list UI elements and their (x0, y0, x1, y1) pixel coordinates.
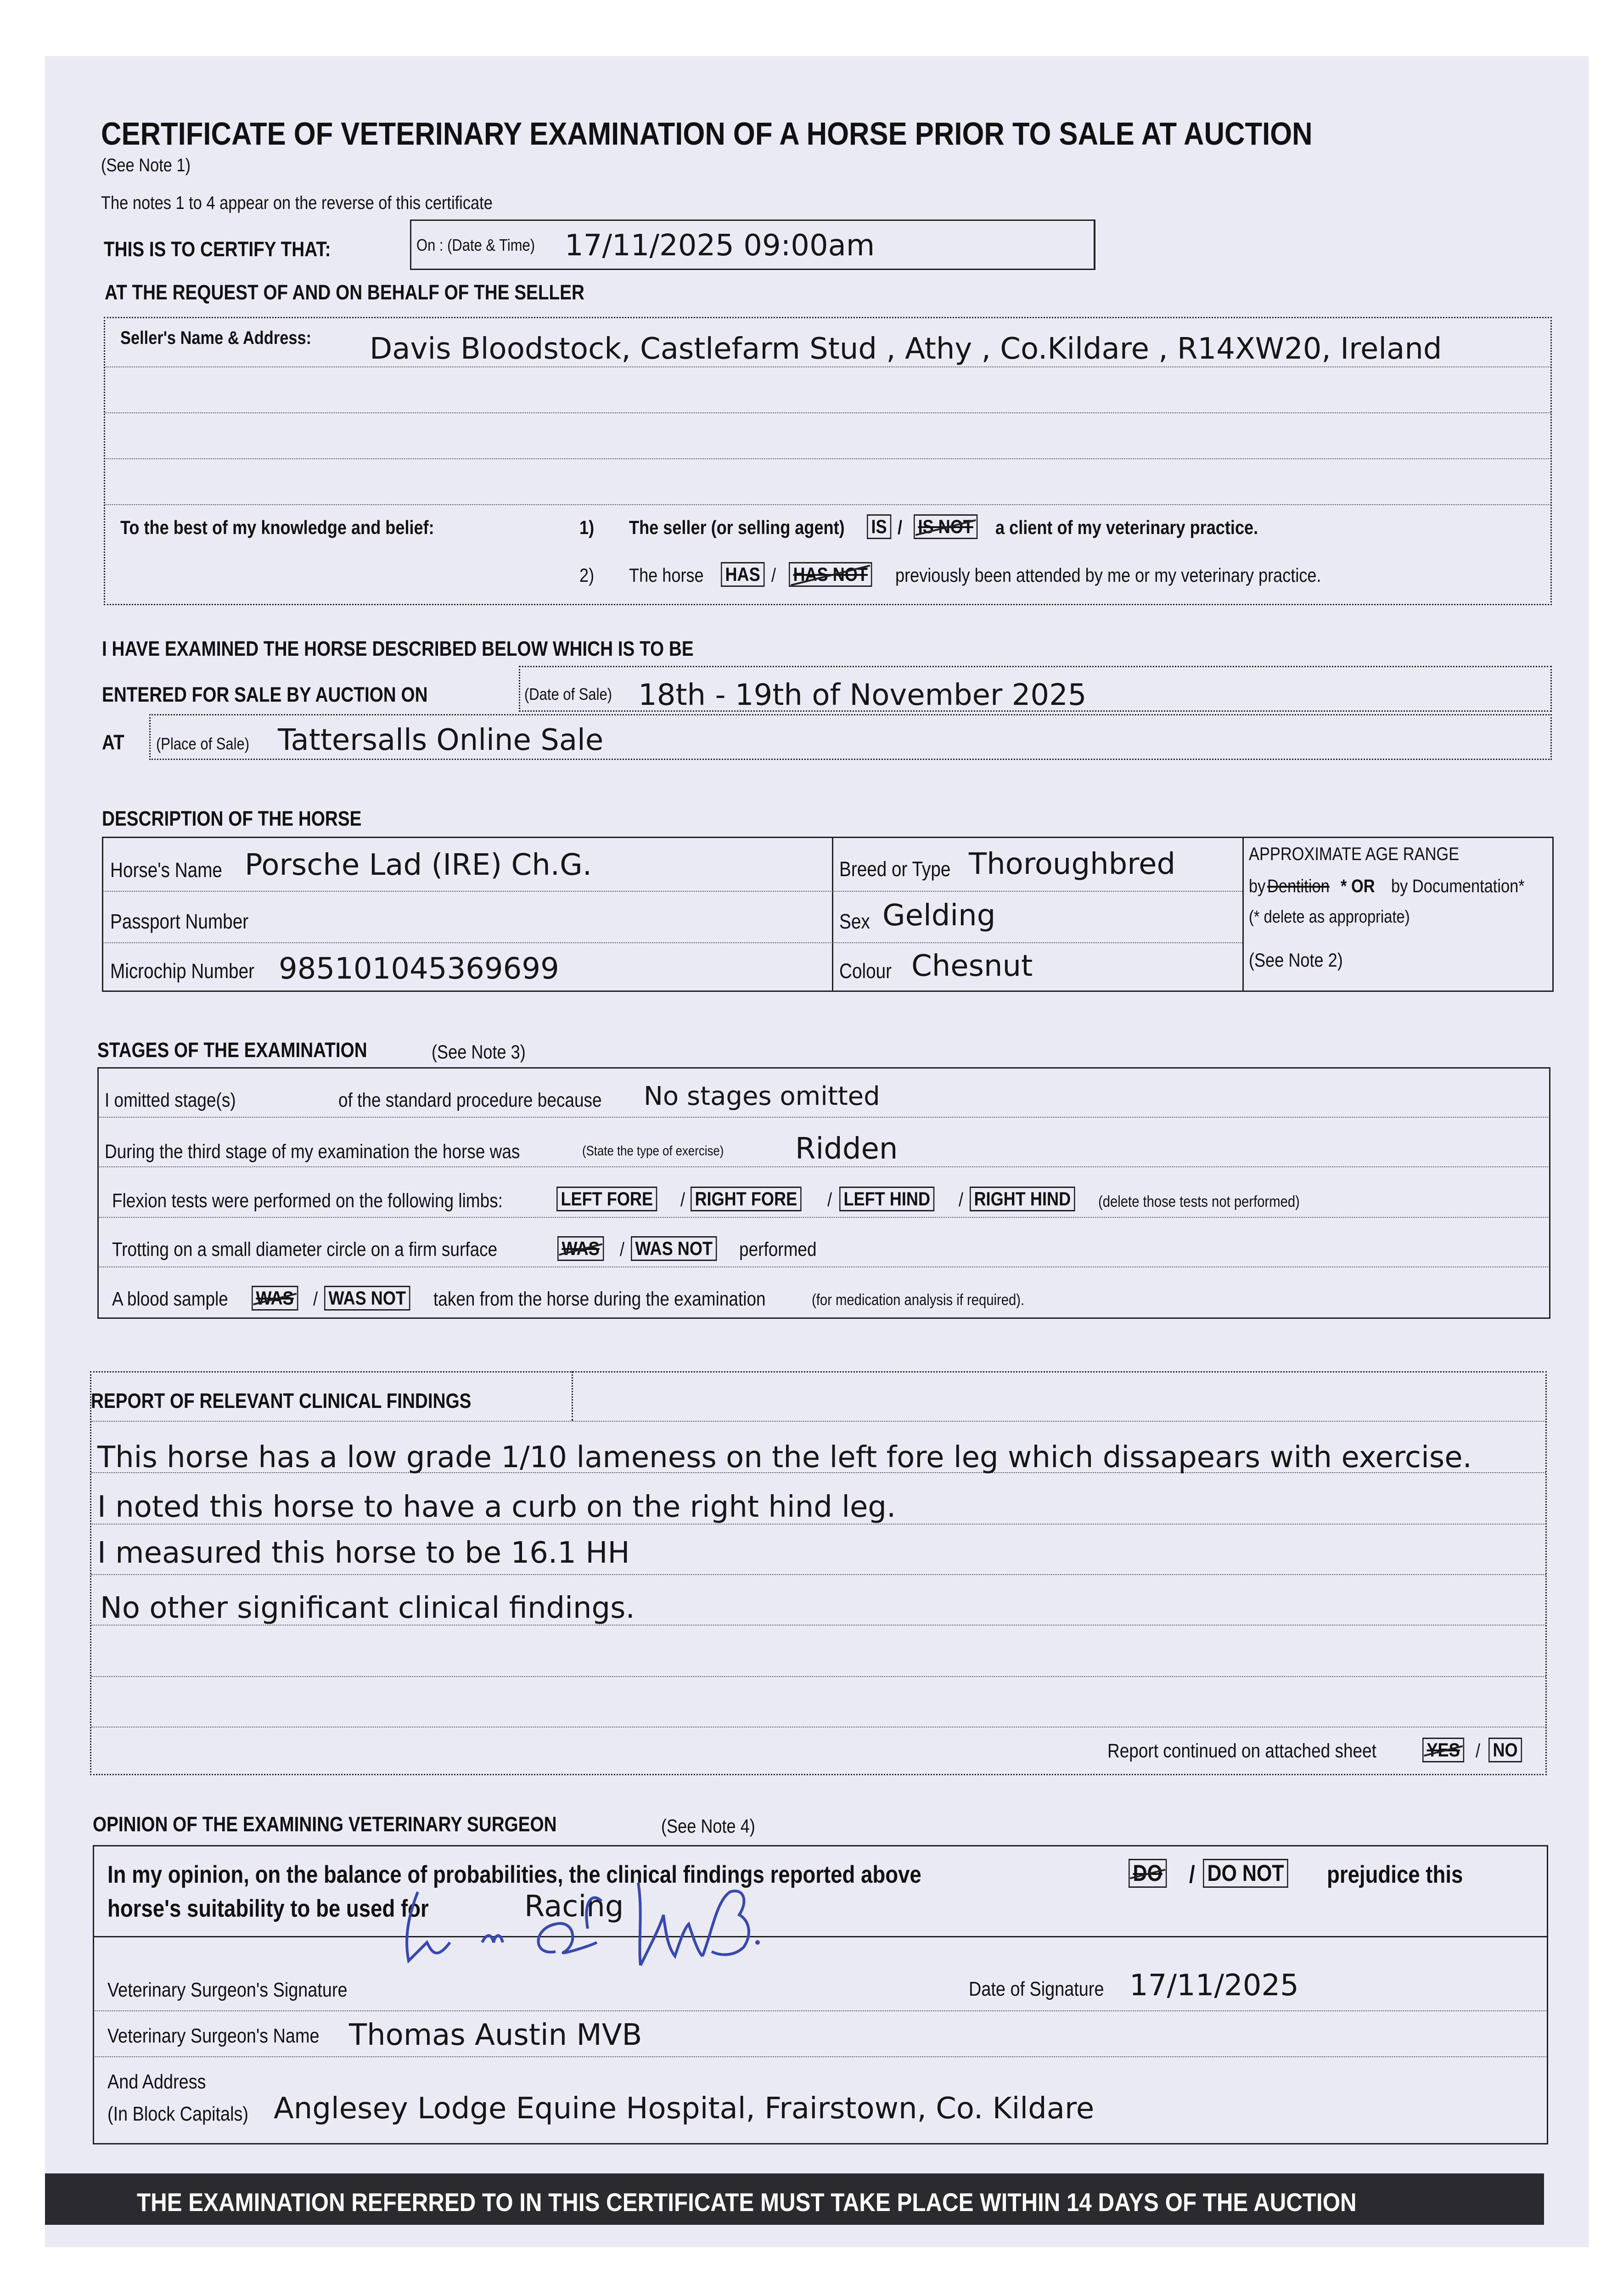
omitted-label: I omitted stage(s) (105, 1089, 236, 1111)
item2-text: The horse (629, 564, 704, 586)
trot-was-not-option[interactable]: WAS NOT (631, 1236, 717, 1261)
separator: / (827, 1189, 832, 1210)
age-delete-note: (* delete as appropriate) (1249, 907, 1410, 927)
continued-yes-option[interactable]: YES (1422, 1738, 1464, 1762)
opinion-line-2: horse's suitability to be used for (107, 1895, 429, 1922)
at-label: AT (102, 731, 124, 754)
on-label: On : (Date & Time) (416, 236, 535, 254)
separator: / (959, 1189, 964, 1210)
sale-date-value: 18th - 19th of November 2025 (638, 678, 1087, 712)
signature-label: Veterinary Surgeon's Signature (107, 1979, 348, 2001)
attended-has-option[interactable]: HAS (721, 562, 764, 587)
item1-number: 1) (579, 517, 595, 538)
flexion-note: (delete those tests not performed) (1098, 1193, 1300, 1210)
report-line-3[interactable]: I measured this horse to be 16.1 HH (97, 1536, 630, 1570)
report-heading: REPORT OF RELEVANT CLINICAL FINDINGS (91, 1389, 472, 1412)
address-label-2: (In Block Capitals) (107, 2103, 249, 2125)
continued-no-option[interactable]: NO (1488, 1738, 1522, 1762)
item2-number: 2) (579, 564, 595, 586)
report-box (90, 1371, 1547, 1775)
seller-label: Seller's Name & Address: (120, 328, 312, 348)
item1-post: a client of my veterinary practice. (995, 517, 1258, 538)
surgeon-name-value[interactable]: Thomas Austin MVB (349, 2018, 642, 2052)
seller-value[interactable]: Davis Bloodstock, Castlefarm Stud , Athy , Co.Kildare , R14XW20, Ireland (370, 332, 1442, 366)
opinion-do-option[interactable]: DO (1129, 1859, 1167, 1888)
report-line-1[interactable]: This horse has a low grade 1/10 lameness on the left fore leg which dissapears with exercise. (97, 1441, 1472, 1474)
certificate-title: CERTIFICATE OF VETERINARY EXAMINATION OF A HORSE PRIOR TO SALE AT AUCTION (101, 116, 1313, 152)
trot-was-option[interactable]: WAS (557, 1236, 604, 1261)
stages-heading: STAGES OF THE EXAMINATION (97, 1038, 367, 1062)
stages-note: (See Note 3) (432, 1041, 526, 1063)
breed-label: Breed or Type (839, 857, 951, 881)
microchip-label: Microchip Number (110, 959, 254, 983)
notes-text: The notes 1 to 4 appear on the reverse of this certificate (101, 193, 493, 213)
opinion-text-post: prejudice this (1327, 1861, 1463, 1888)
third-stage-value[interactable]: Ridden (795, 1132, 898, 1166)
age-dentition-option[interactable]: Dentition (1267, 876, 1330, 896)
item1-text: The seller (or selling agent) (629, 517, 845, 538)
horse-name-label: Horse's Name (110, 858, 222, 882)
third-stage-small: (State the type of exercise) (582, 1143, 724, 1159)
microchip-value[interactable]: 985101045369699 (279, 952, 559, 986)
age-or: * OR (1341, 876, 1375, 896)
separator: / (1189, 1861, 1195, 1888)
age-see-note: (See Note 2) (1249, 949, 1343, 971)
knowledge-label: To the best of my knowledge and belief: (120, 517, 434, 538)
sale-place-value: Tattersalls Online Sale (278, 723, 604, 757)
date-time-value: 17/11/2025 09:00am (565, 229, 875, 263)
colour-value[interactable]: Chesnut (911, 949, 1033, 983)
signature-image (381, 1874, 863, 1984)
opinion-text: In my opinion, on the balance of probabilities, the clinical findings reported above (107, 1861, 921, 1888)
passport-label: Passport Number (110, 910, 249, 933)
sale-date-label: (Date of Sale) (524, 685, 612, 703)
opinion-use-value[interactable]: Racing (524, 1890, 624, 1924)
surgeon-name-label: Veterinary Surgeon's Name (107, 2025, 320, 2047)
client-is-option[interactable]: IS (867, 514, 891, 539)
attended-has-not-option[interactable]: HAS NOT (789, 562, 872, 587)
request-label: AT THE REQUEST OF AND ON BEHALF OF THE SELLER (105, 281, 584, 304)
continued-label: Report continued on attached sheet (1107, 1740, 1376, 1762)
trot-label: Trotting on a small diameter circle on a firm surface (112, 1238, 498, 1261)
omitted-label-2: of the standard procedure because (338, 1089, 602, 1111)
separator: / (898, 517, 903, 538)
see-note-1: (See Note 1) (101, 155, 191, 175)
blood-was-not-option[interactable]: WAS NOT (324, 1286, 410, 1311)
age-documentation-option[interactable]: by Documentation* (1391, 876, 1525, 896)
address-value[interactable]: Anglesey Lodge Equine Hospital, Frairstown, Co. Kildare (274, 2092, 1095, 2126)
footer-banner (45, 2173, 1544, 2225)
date-signature-label: Date of Signature (969, 1978, 1104, 2000)
flexion-right-fore-option[interactable]: RIGHT FORE (691, 1187, 802, 1211)
sale-place-label: (Place of Sale) (156, 734, 250, 753)
entered-label: ENTERED FOR SALE BY AUCTION ON (102, 683, 428, 706)
address-label: And Address (107, 2071, 206, 2093)
flexion-label: Flexion tests were performed on the following limbs: (112, 1190, 503, 1212)
blood-label: A blood sample (112, 1288, 228, 1310)
separator: / (771, 564, 776, 586)
footer-text: THE EXAMINATION REFERRED TO IN THIS CERTIFICATE MUST TAKE PLACE WITHIN 14 DAYS OF THE AUCTION (137, 2188, 1357, 2217)
opinion-heading: OPINION OF THE EXAMINING VETERINARY SURGEON (93, 1812, 557, 1836)
flexion-left-fore-option[interactable]: LEFT FORE (556, 1187, 657, 1211)
age-heading: APPROXIMATE AGE RANGE (1249, 844, 1460, 864)
flexion-right-hind-option[interactable]: RIGHT HIND (970, 1187, 1075, 1211)
colour-label: Colour (839, 959, 892, 983)
opinion-do-not-option[interactable]: DO NOT (1203, 1859, 1288, 1888)
blood-post: taken from the horse during the examination (433, 1288, 766, 1310)
blood-was-option[interactable]: WAS (252, 1286, 298, 1311)
separator: / (1476, 1740, 1481, 1761)
breed-value[interactable]: Thoroughbred (969, 847, 1176, 881)
client-is-not-option[interactable]: IS NOT (914, 514, 977, 539)
certify-label: THIS IS TO CERTIFY THAT: (104, 237, 331, 261)
item2-post: previously been attended by me or my veterinary practice. (895, 564, 1321, 586)
report-line-2[interactable]: I noted this horse to have a curb on the right hind leg. (97, 1490, 896, 1524)
examined-label: I HAVE EXAMINED THE HORSE DESCRIBED BELOW WHICH IS TO BE (102, 637, 694, 660)
blood-small: (for medication analysis if required). (812, 1291, 1025, 1309)
flexion-left-hind-option[interactable]: LEFT HIND (839, 1187, 935, 1211)
opinion-note: (See Note 4) (661, 1815, 755, 1837)
description-heading: DESCRIPTION OF THE HORSE (102, 807, 362, 830)
horse-name-value[interactable]: Porsche Lad (IRE) Ch.G. (245, 848, 592, 882)
separator: / (313, 1288, 318, 1310)
date-signature-value[interactable]: 17/11/2025 (1129, 1969, 1299, 2003)
sex-value[interactable]: Gelding (882, 899, 996, 933)
sex-label: Sex (839, 910, 870, 933)
omitted-value[interactable]: No stages omitted (644, 1081, 880, 1111)
separator: / (620, 1238, 625, 1260)
separator: / (680, 1189, 685, 1210)
third-stage-label: During the third stage of my examination the horse was (105, 1141, 520, 1163)
age-by: by (1249, 876, 1266, 896)
report-line-4[interactable]: No other significant clinical findings. (100, 1591, 635, 1625)
trot-post: performed (739, 1238, 817, 1261)
